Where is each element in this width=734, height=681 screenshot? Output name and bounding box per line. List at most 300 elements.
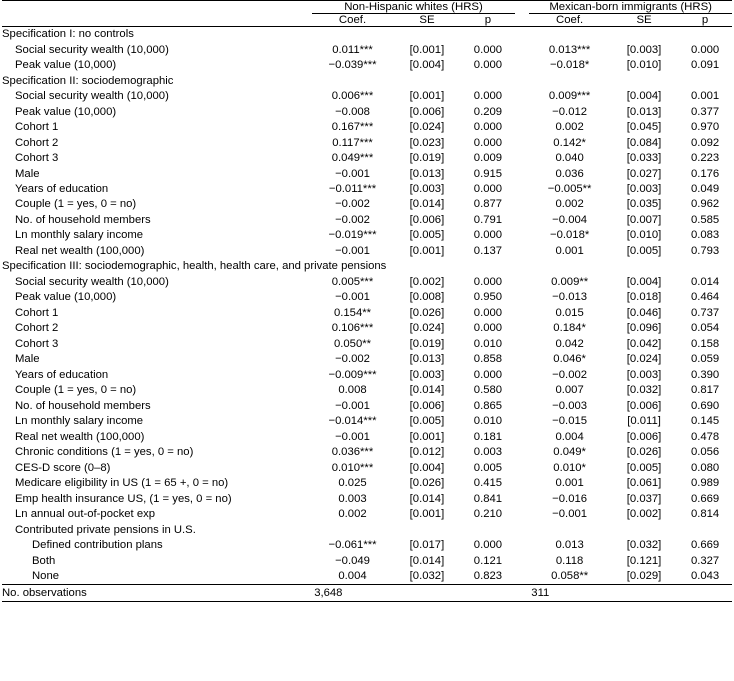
- cell-mexican-coef: 0.040: [555, 152, 584, 165]
- cell-mexican-p: 0.092: [690, 136, 720, 149]
- cell-whites-se: [0.004]: [409, 461, 445, 474]
- cell-mexican-p: 0.669: [690, 539, 720, 552]
- cell-whites-p: 0.580: [473, 384, 503, 397]
- cell-mexican-se: [0.024]: [626, 353, 662, 366]
- cell-mexican-coef: 0.118: [555, 554, 584, 567]
- table-row: [2, 42, 732, 57]
- row-label: Chronic conditions (1 = yes, 0 = no): [15, 446, 194, 459]
- row-label: Social security wealth (10,000): [15, 275, 169, 288]
- table-row: [2, 461, 732, 476]
- row-label: Cohort 2: [15, 322, 59, 335]
- cell-mexican-coef: 0.042: [555, 337, 584, 350]
- cell-whites-se: [0.014]: [409, 198, 445, 211]
- cell-whites-p: 0.000: [473, 368, 503, 381]
- cell-whites-p: 0.000: [473, 322, 503, 335]
- cell-whites-se: [0.019]: [409, 152, 445, 165]
- column-gap: [515, 461, 529, 476]
- cell-mexican-se: [0.121]: [626, 554, 662, 567]
- cell-mexican-se: [0.032]: [626, 384, 662, 397]
- row-label: CES-D score (0–8): [15, 461, 111, 474]
- column-gap: [515, 585, 529, 601]
- cell-mexican-se: [0.003]: [626, 368, 662, 381]
- cell-mexican-coef: 0.015: [555, 306, 584, 319]
- column-gap: [515, 414, 529, 429]
- cell-mexican-p: 0.001: [690, 90, 720, 103]
- cell-whites-coef: −0.019***: [328, 229, 377, 242]
- cell-mexican-p: 0.080: [690, 461, 720, 474]
- cell-mexican-coef: −0.015: [552, 415, 588, 428]
- cell-mexican-p: 0.585: [690, 213, 720, 226]
- cell-whites-coef: 0.004: [338, 570, 367, 583]
- cell-mexican-coef: 0.009**: [551, 275, 589, 288]
- column-gap: [515, 120, 529, 135]
- cell-whites-coef: 0.117***: [332, 136, 373, 149]
- table-row: [2, 244, 732, 259]
- cell-mexican-coef: −0.018*: [549, 229, 590, 242]
- footer-value-whites: 3,648: [314, 586, 343, 599]
- cell-mexican-se: [0.010]: [626, 59, 662, 72]
- cell-whites-p: 0.010: [473, 415, 503, 428]
- row-label: Cohort 3: [15, 337, 59, 350]
- cell-whites-se: [0.004]: [409, 59, 445, 72]
- cell-whites-se: [0.013]: [409, 167, 445, 180]
- cell-whites-se: [0.005]: [409, 415, 445, 428]
- cell-whites-coef: −0.039***: [328, 59, 377, 72]
- cell-mexican-se: [0.006]: [626, 399, 662, 412]
- cell-whites-se: [0.008]: [409, 291, 445, 304]
- table-row: [2, 321, 732, 336]
- cell-whites-p: 0.121: [473, 554, 503, 567]
- column-header-row: [2, 14, 732, 27]
- cell-mexican-se: [0.006]: [626, 430, 662, 443]
- cell-whites-p: 0.000: [473, 539, 503, 552]
- cell-whites-coef: 0.106***: [331, 322, 374, 335]
- cell-whites-coef: 0.002: [338, 508, 367, 521]
- cell-mexican-coef: 0.002: [555, 198, 584, 211]
- cell-whites-p: 0.009: [473, 152, 503, 165]
- table-row: [2, 476, 732, 491]
- cell-whites-coef: 0.036***: [331, 446, 374, 459]
- cell-whites-coef: −0.002: [335, 198, 370, 211]
- cell-mexican-se: [0.010]: [626, 229, 662, 242]
- cell-mexican-se: [0.035]: [626, 198, 662, 211]
- cell-whites-coef: −0.001: [335, 167, 370, 180]
- cell-whites-coef: −0.049: [335, 554, 370, 567]
- cell-whites-se: [0.001]: [409, 430, 445, 443]
- table-row: [2, 275, 732, 290]
- cell-mexican-se: [0.003]: [626, 43, 662, 56]
- cell-whites-coef: 0.005***: [331, 275, 374, 288]
- cell-whites-se: [0.003]: [409, 182, 445, 195]
- cell-whites-se: [0.032]: [409, 570, 445, 583]
- cell-whites-se: [0.026]: [409, 477, 445, 490]
- cell-whites-se: [0.001]: [409, 43, 445, 56]
- cell-whites-coef: −0.002: [335, 213, 370, 226]
- table-row: [2, 430, 732, 445]
- cell-mexican-p: 0.056: [690, 446, 720, 459]
- empty-corner: [2, 1, 312, 14]
- table-row: [2, 538, 732, 553]
- cell-mexican-coef: −0.001: [552, 508, 588, 521]
- column-gap: [515, 213, 529, 228]
- header-w-p: p: [484, 14, 492, 26]
- column-gap: [515, 58, 529, 73]
- row-label: Contributed private pensions in U.S.: [15, 523, 196, 536]
- cell-mexican-p: 0.000: [690, 43, 720, 56]
- cell-whites-p: 0.010: [473, 337, 503, 350]
- row-label: Emp health insurance US, (1 = yes, 0 = no): [15, 492, 232, 505]
- row-label: Both: [32, 554, 56, 567]
- cell-whites-p: 0.000: [473, 229, 503, 242]
- table-row: [2, 89, 732, 104]
- column-gap: [515, 352, 529, 367]
- cell-whites-p: 0.877: [473, 198, 503, 211]
- cell-whites-coef: 0.154**: [333, 306, 372, 319]
- row-label-header: [2, 14, 312, 27]
- cell-mexican-p: 0.377: [690, 105, 720, 118]
- table-row: [2, 337, 732, 352]
- row-label: Cohort 2: [15, 136, 59, 149]
- section-row: [2, 259, 732, 274]
- cell-whites-se: [0.006]: [409, 399, 445, 412]
- cell-mexican-p: 0.814: [690, 508, 720, 521]
- cell-mexican-coef: 0.009***: [548, 90, 591, 103]
- cell-mexican-se: [0.061]: [626, 477, 662, 490]
- cell-whites-coef: 0.003: [338, 492, 367, 505]
- cell-mexican-p: 0.158: [690, 337, 720, 350]
- cell-mexican-se: [0.096]: [626, 322, 662, 335]
- cell-mexican-se: [0.026]: [626, 446, 662, 459]
- cell-mexican-p: 0.390: [690, 368, 720, 381]
- column-gap: [515, 507, 529, 522]
- cell-whites-p: [461, 523, 515, 538]
- row-label: Ln monthly salary income: [15, 415, 144, 428]
- section-row: [2, 27, 732, 43]
- table-row: [2, 368, 732, 383]
- cell-mexican-se: [0.011]: [627, 415, 661, 428]
- cell-mexican-coef: 0.010*: [553, 461, 586, 474]
- column-gap: [515, 104, 529, 119]
- column-gap: [515, 182, 529, 197]
- cell-mexican-se: [0.013]: [626, 105, 662, 118]
- group-header-row: [2, 1, 732, 14]
- column-gap: [515, 569, 529, 584]
- cell-whites-p: 0.950: [473, 291, 503, 304]
- cell-whites-coef: −0.001: [335, 399, 370, 412]
- row-label: Social security wealth (10,000): [15, 43, 169, 56]
- cell-whites-coef: 0.008: [338, 384, 367, 397]
- row-label: Cohort 3: [15, 152, 59, 165]
- row-label: Specification I: no controls: [2, 28, 134, 41]
- cell-mexican-se: [0.018]: [626, 291, 662, 304]
- column-gap: [515, 306, 529, 321]
- cell-whites-se: [0.001]: [409, 244, 445, 257]
- cell-whites-se: [393, 523, 461, 538]
- row-label: Peak value (10,000): [15, 105, 117, 118]
- row-label: No. of household members: [15, 213, 151, 226]
- section-filler: [312, 73, 732, 88]
- cell-whites-se: [0.003]: [409, 368, 445, 381]
- cell-whites-p: 0.000: [473, 275, 503, 288]
- cell-mexican-se: [0.005]: [626, 244, 662, 257]
- column-gap: [515, 492, 529, 507]
- table-row: [2, 523, 732, 538]
- cell-mexican-p: 0.059: [690, 353, 720, 366]
- column-gap: [515, 1, 529, 14]
- cell-mexican-coef: 0.058**: [551, 570, 589, 583]
- cell-whites-coef: 0.006***: [331, 90, 374, 103]
- cell-whites-se: [0.012]: [409, 446, 445, 459]
- cell-whites-coef: −0.001: [335, 291, 370, 304]
- table-row: [2, 228, 732, 243]
- cell-whites-p: 0.000: [473, 121, 503, 134]
- row-label: Cohort 1: [15, 306, 59, 319]
- cell-mexican-p: 0.464: [690, 291, 720, 304]
- column-gap: [515, 275, 529, 290]
- footer-label: No. observations: [2, 586, 87, 599]
- row-label: Real net wealth (100,000): [15, 244, 145, 257]
- column-gap: [515, 523, 529, 538]
- cell-whites-p: 0.000: [473, 59, 503, 72]
- cell-whites-se: [0.006]: [409, 105, 445, 118]
- cell-whites-p: 0.915: [473, 167, 503, 180]
- row-label: Male: [15, 167, 40, 180]
- cell-mexican-coef: 0.184*: [553, 322, 586, 335]
- cell-whites-p: 0.181: [473, 430, 503, 443]
- cell-mexican-coef: 0.001: [555, 477, 584, 490]
- cell-whites-se: [0.001]: [409, 508, 445, 521]
- table-row: [2, 213, 732, 228]
- column-gap: [515, 430, 529, 445]
- cell-mexican-coef: [529, 523, 610, 538]
- cell-mexican-p: 0.962: [690, 198, 720, 211]
- row-label: Ln annual out-of-pocket exp: [15, 508, 156, 521]
- cell-mexican-p: 0.737: [690, 306, 720, 319]
- row-label: Defined contribution plans: [32, 539, 163, 552]
- bottom-rule: [2, 601, 732, 602]
- cell-whites-p: 0.210: [473, 508, 503, 521]
- table-row: [2, 197, 732, 212]
- regression-results-table: [2, 0, 732, 602]
- group-header-mexican: Mexican-born immigrants (HRS): [529, 1, 732, 14]
- table-row: [2, 414, 732, 429]
- table-row: [2, 120, 732, 135]
- row-label: No. of household members: [15, 399, 151, 412]
- table-row: [2, 290, 732, 305]
- cell-whites-se: [0.017]: [409, 539, 445, 552]
- cell-mexican-se: [0.005]: [626, 461, 662, 474]
- cell-whites-p: 0.415: [473, 477, 503, 490]
- cell-whites-p: 0.005: [473, 461, 503, 474]
- cell-whites-p: 0.865: [473, 399, 503, 412]
- cell-mexican-p: 0.478: [690, 430, 720, 443]
- table-row: [2, 151, 732, 166]
- cell-whites-p: 0.791: [473, 213, 503, 226]
- row-label: Medicare eligibility in US (1 = 65 +, 0 = no): [15, 477, 229, 490]
- column-gap: [515, 445, 529, 460]
- cell-mexican-p: 0.014: [690, 275, 720, 288]
- cell-mexican-se: [0.029]: [626, 570, 662, 583]
- cell-whites-se: [0.014]: [409, 384, 445, 397]
- row-label: Years of education: [15, 182, 109, 195]
- cell-mexican-coef: 0.013***: [548, 43, 591, 56]
- table-row: [2, 383, 732, 398]
- cell-whites-coef: 0.050**: [333, 337, 372, 350]
- column-gap: [515, 89, 529, 104]
- column-gap: [515, 553, 529, 568]
- row-label: Specification III: sociodemographic, health, health care, and private pensions: [2, 260, 387, 273]
- cell-whites-coef: 0.010***: [331, 461, 374, 474]
- cell-mexican-coef: 0.001: [555, 244, 584, 257]
- cell-whites-p: 0.000: [473, 90, 503, 103]
- cell-whites-p: 0.000: [473, 182, 503, 195]
- cell-whites-se: [0.014]: [409, 554, 445, 567]
- cell-mexican-p: 0.669: [690, 492, 720, 505]
- cell-whites-coef: −0.011***: [328, 182, 377, 195]
- cell-mexican-p: 0.989: [690, 477, 720, 490]
- table-row: [2, 569, 732, 584]
- cell-whites-p: 0.823: [473, 570, 503, 583]
- cell-mexican-se: [0.007]: [626, 213, 662, 226]
- header-m-coef: Coef.: [556, 14, 584, 26]
- column-gap: [515, 166, 529, 181]
- row-label: Specification II: sociodemographic: [2, 74, 174, 87]
- column-gap: [515, 197, 529, 212]
- cell-mexican-p: 0.223: [690, 152, 720, 165]
- row-label: Male: [15, 353, 40, 366]
- cell-mexican-se: [0.084]: [626, 136, 662, 149]
- cell-whites-coef: −0.009***: [328, 368, 377, 381]
- cell-whites-coef: 0.167***: [331, 121, 374, 134]
- cell-whites-coef: −0.001: [335, 430, 370, 443]
- row-label: Years of education: [15, 368, 109, 381]
- table-row: [2, 352, 732, 367]
- group-header-whites: Non-Hispanic whites (HRS): [312, 1, 515, 14]
- table-row: [2, 58, 732, 73]
- cell-whites-coef: 0.049***: [331, 152, 374, 165]
- column-gap: [515, 14, 529, 27]
- cell-mexican-coef: 0.142*: [553, 136, 586, 149]
- cell-mexican-se: [0.046]: [626, 306, 662, 319]
- column-gap: [515, 290, 529, 305]
- column-gap: [515, 244, 529, 259]
- cell-mexican-se: [0.027]: [626, 167, 662, 180]
- cell-whites-se: [0.024]: [409, 322, 445, 335]
- table-row: [2, 399, 732, 414]
- column-gap: [515, 151, 529, 166]
- cell-mexican-coef: 0.013: [555, 539, 584, 552]
- cell-whites-coef: −0.008: [335, 105, 370, 118]
- cell-mexican-coef: 0.004: [555, 430, 584, 443]
- header-m-p: p: [701, 14, 709, 26]
- cell-whites-coef: [312, 523, 393, 538]
- cell-whites-se: [0.006]: [409, 213, 445, 226]
- cell-whites-se: [0.024]: [409, 121, 445, 134]
- cell-mexican-se: [0.037]: [626, 492, 662, 505]
- column-gap: [515, 337, 529, 352]
- cell-mexican-p: 0.043: [690, 570, 720, 583]
- table-row: [2, 445, 732, 460]
- cell-mexican-coef: −0.003: [552, 399, 588, 412]
- column-gap: [515, 538, 529, 553]
- table-row: [2, 507, 732, 522]
- cell-mexican-coef: −0.018*: [549, 59, 590, 72]
- cell-whites-se: [0.013]: [409, 353, 445, 366]
- cell-mexican-se: [0.032]: [626, 539, 662, 552]
- cell-mexican-p: 0.049: [690, 182, 720, 195]
- cell-whites-coef: −0.061***: [328, 539, 377, 552]
- cell-whites-p: 0.858: [473, 353, 503, 366]
- cell-whites-coef: −0.002: [335, 353, 370, 366]
- section-filler: [312, 27, 732, 43]
- column-gap: [515, 368, 529, 383]
- cell-whites-se: [0.023]: [409, 136, 445, 149]
- cell-mexican-se: [610, 523, 678, 538]
- cell-mexican-p: [678, 523, 732, 538]
- row-label: None: [32, 570, 60, 583]
- column-gap: [515, 135, 529, 150]
- cell-whites-coef: 0.025: [338, 477, 367, 490]
- cell-mexican-coef: 0.046*: [553, 353, 586, 366]
- cell-whites-p: 0.000: [473, 43, 503, 56]
- row-label: Couple (1 = yes, 0 = no): [15, 384, 137, 397]
- header-w-coef: Coef.: [338, 14, 367, 26]
- cell-mexican-coef: −0.004: [552, 213, 588, 226]
- cell-whites-p: 0.000: [473, 306, 503, 319]
- cell-mexican-p: 0.817: [690, 384, 720, 397]
- cell-mexican-se: [0.002]: [626, 508, 662, 521]
- header-m-se: SE: [636, 14, 652, 26]
- cell-whites-se: [0.019]: [409, 337, 445, 350]
- table-row: [2, 135, 732, 150]
- header-w-se: SE: [419, 14, 435, 26]
- cell-mexican-p: 0.054: [690, 322, 720, 335]
- cell-mexican-p: 0.793: [690, 244, 720, 257]
- row-label: Cohort 1: [15, 121, 59, 134]
- cell-whites-se: [0.001]: [409, 90, 445, 103]
- cell-whites-se: [0.005]: [409, 229, 445, 242]
- cell-mexican-se: [0.045]: [626, 121, 662, 134]
- footer-row: [2, 585, 732, 601]
- cell-whites-p: 0.841: [473, 492, 503, 505]
- table-row: [2, 104, 732, 119]
- table-row: [2, 166, 732, 181]
- cell-whites-se: [0.014]: [409, 492, 445, 505]
- column-gap: [515, 321, 529, 336]
- cell-whites-coef: 0.011***: [332, 43, 373, 56]
- cell-whites-se: [0.002]: [409, 275, 445, 288]
- cell-whites-coef: −0.014***: [328, 415, 377, 428]
- cell-mexican-p: 0.690: [690, 399, 720, 412]
- cell-mexican-p: 0.083: [690, 229, 720, 242]
- column-gap: [515, 476, 529, 491]
- row-label: Peak value (10,000): [15, 291, 117, 304]
- cell-mexican-se: [0.004]: [626, 90, 662, 103]
- cell-mexican-coef: 0.049*: [553, 446, 586, 459]
- row-label: Couple (1 = yes, 0 = no): [15, 198, 137, 211]
- cell-mexican-se: [0.042]: [626, 337, 662, 350]
- section-row: [2, 73, 732, 88]
- cell-mexican-p: 0.176: [690, 167, 720, 180]
- cell-mexican-p: 0.091: [690, 59, 720, 72]
- row-label: Peak value (10,000): [15, 59, 117, 72]
- cell-whites-coef: −0.001: [335, 244, 370, 257]
- table-row: [2, 306, 732, 321]
- column-gap: [515, 399, 529, 414]
- row-label: Ln monthly salary income: [15, 229, 144, 242]
- cell-mexican-p: 0.327: [690, 554, 720, 567]
- row-label: Real net wealth (100,000): [15, 430, 145, 443]
